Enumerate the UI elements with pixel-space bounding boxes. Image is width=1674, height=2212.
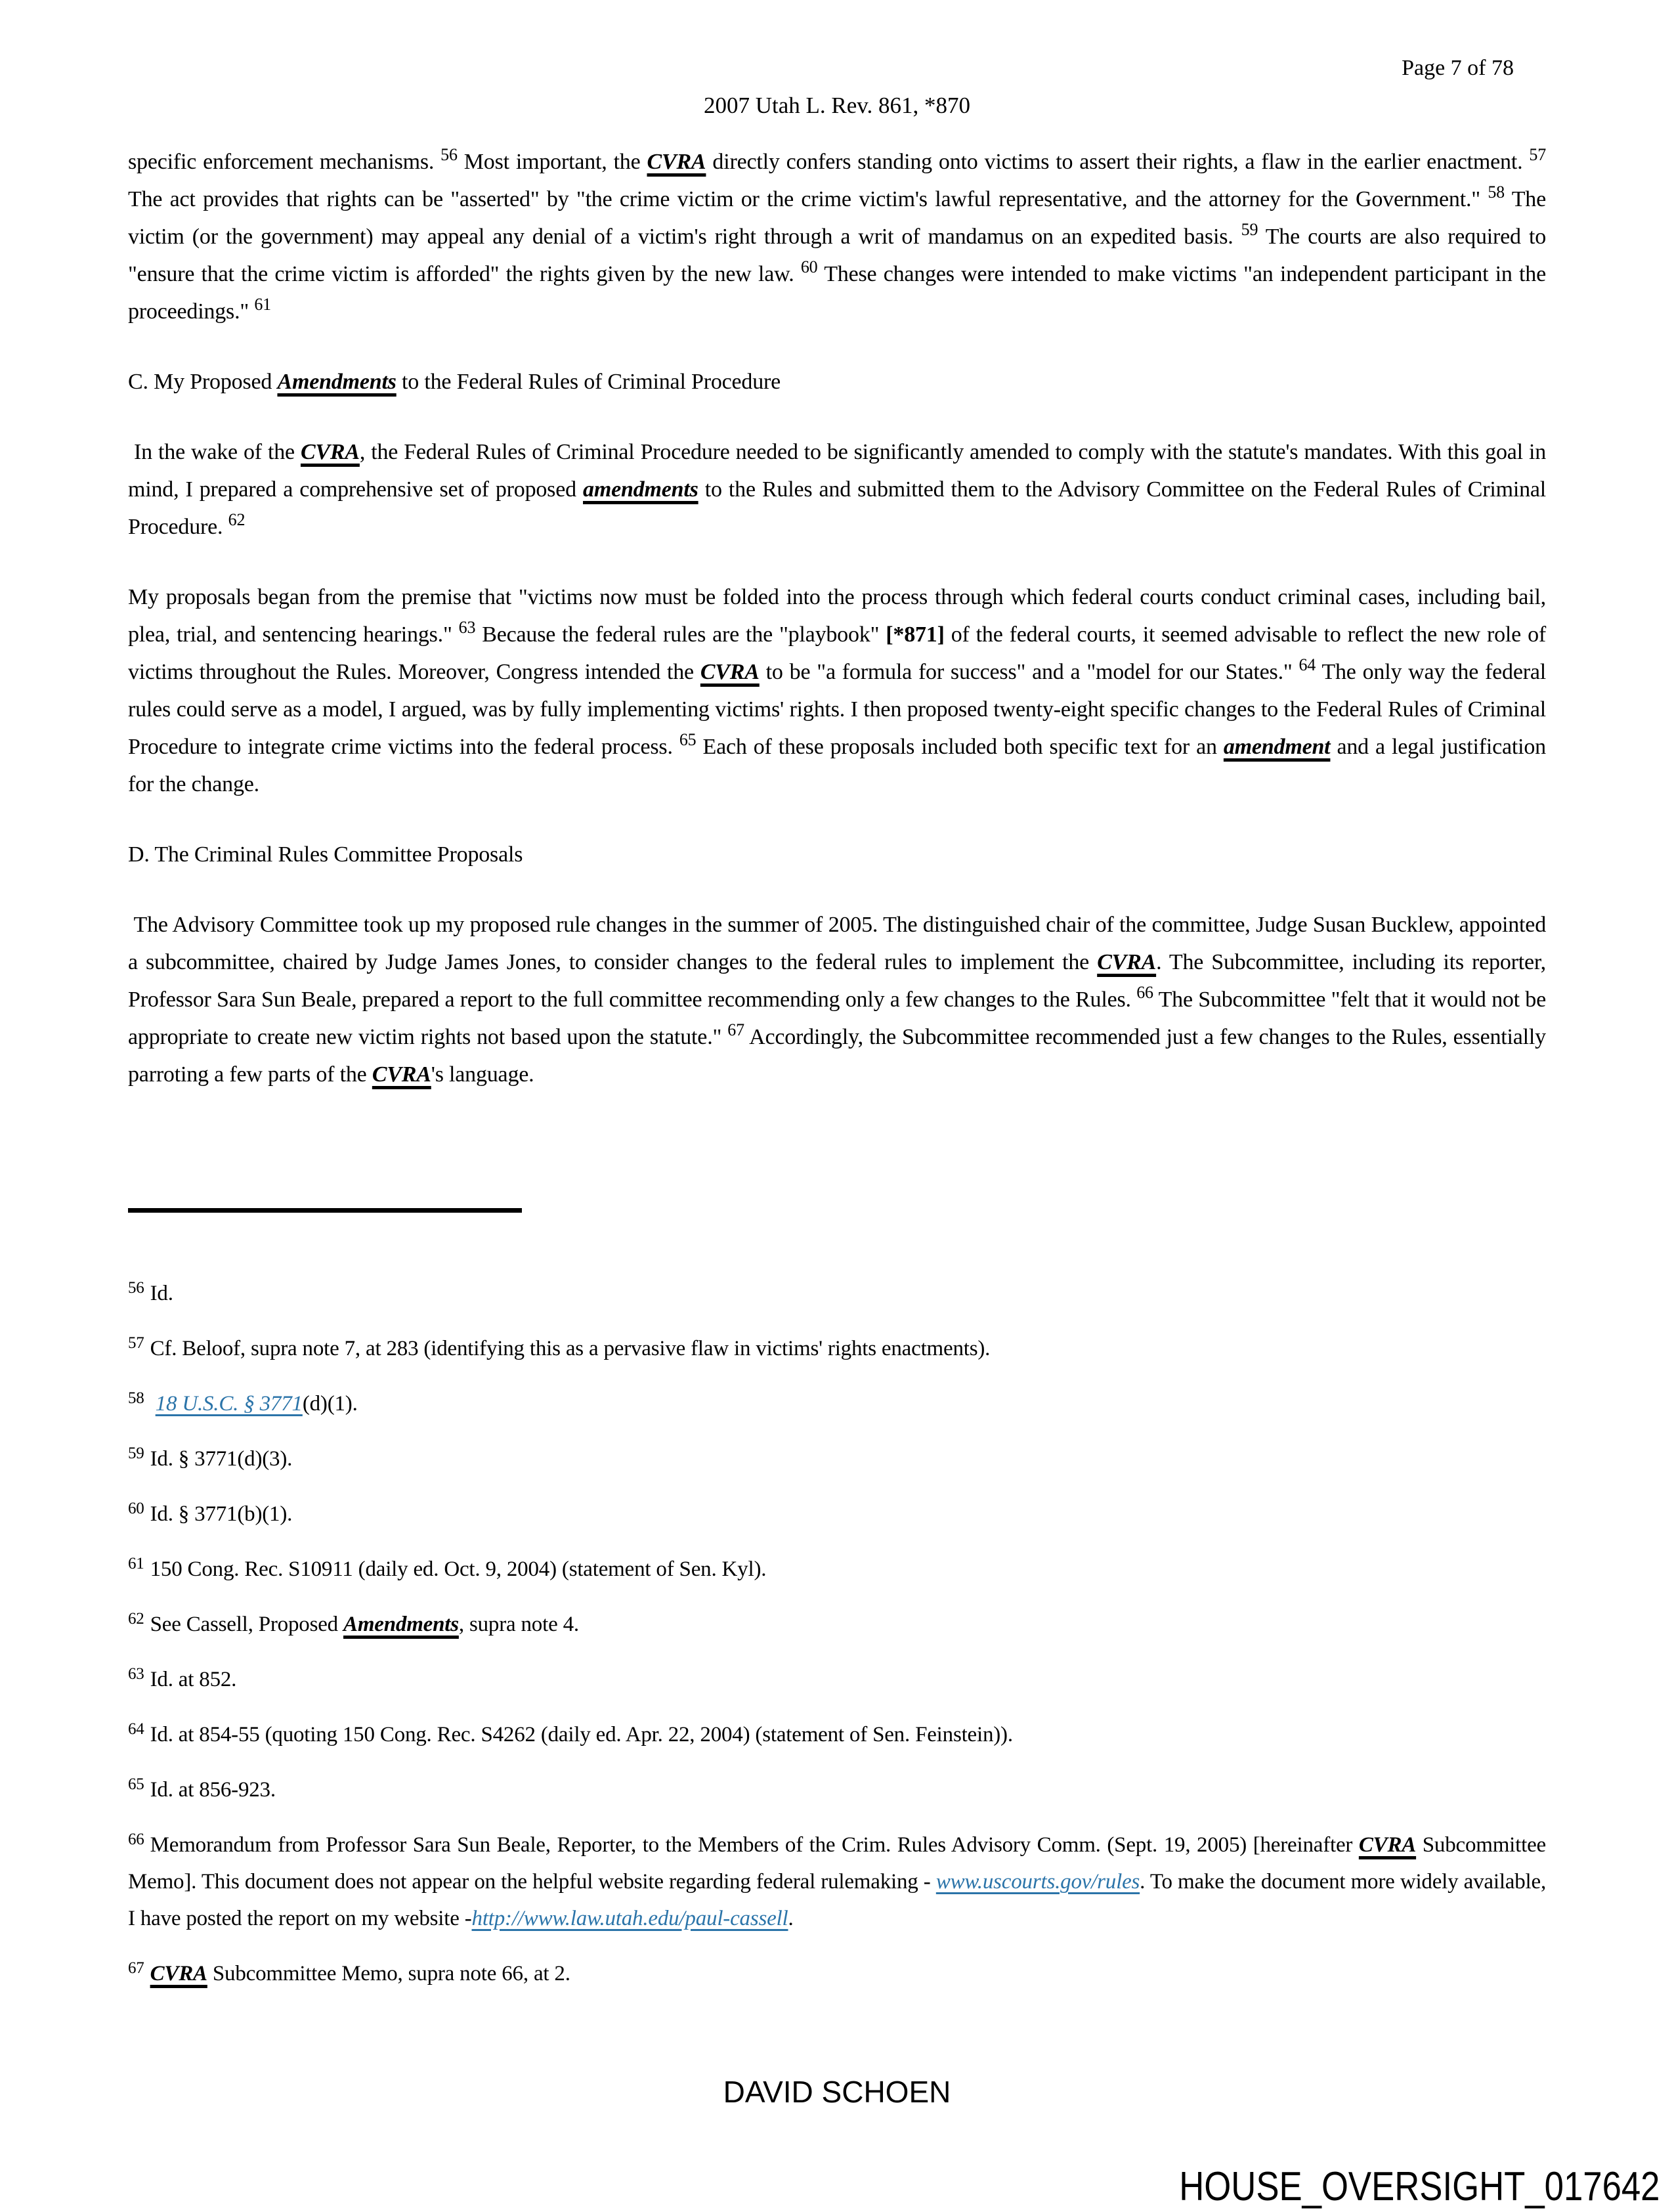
footnote-ref: 62 bbox=[228, 510, 246, 529]
footnote-number: 58 bbox=[128, 1389, 144, 1407]
hyperlink[interactable]: http://www.law.utah.edu/paul-cassell bbox=[471, 1907, 788, 1930]
text-run: directly confers standing onto victims to assert their rights, a flaw in the earlier enactment. bbox=[706, 150, 1530, 174]
body-paragraph bbox=[128, 433, 1546, 546]
text-run: Id. § 3771(b)(1). bbox=[150, 1502, 293, 1526]
footnote-ref: 58 bbox=[1488, 183, 1505, 202]
text-run: Id. § 3771(d)(3). bbox=[150, 1447, 293, 1471]
footnote-separator bbox=[128, 1208, 522, 1213]
text-run: to be "a formula for success" and a "model for our States." bbox=[759, 660, 1299, 684]
footnote-ref: 59 bbox=[1241, 220, 1258, 239]
text-run: to the Rules and submitted them to the Advisory Committee on the Federal Rules of Criminal Procedure. bbox=[128, 477, 1547, 539]
text-run: 's language. bbox=[431, 1062, 534, 1087]
footnote-number: 63 bbox=[128, 1664, 144, 1683]
footnote-65 bbox=[128, 1771, 1546, 1808]
footnote-ref: 61 bbox=[254, 295, 271, 314]
text-run: Most important, the bbox=[457, 150, 647, 174]
text-run: The Subcommittee "felt that it would not be appropriate to create new victim rights not based upon the statute." bbox=[128, 987, 1546, 1049]
footnote-number: 61 bbox=[128, 1554, 144, 1572]
footnote-number: 59 bbox=[128, 1444, 144, 1462]
text-run: . bbox=[788, 1907, 794, 1930]
footnote-62 bbox=[128, 1606, 1546, 1643]
footnote-ref: 56 bbox=[440, 145, 458, 164]
footnote-ref: 63 bbox=[458, 618, 476, 637]
document-title: 2007 Utah L. Rev. 861, *870 bbox=[703, 93, 971, 118]
footnote-66 bbox=[128, 1827, 1546, 1937]
footnote-number: 56 bbox=[128, 1278, 144, 1297]
footnote-ref: 67 bbox=[727, 1020, 744, 1039]
emphasized-term: CVRA bbox=[1097, 950, 1157, 974]
footnote-number: 57 bbox=[128, 1334, 144, 1352]
text-run: specific enforcement mechanisms. bbox=[128, 150, 441, 174]
text-run: (d)(1). bbox=[302, 1392, 358, 1416]
emphasized-term: Amendments bbox=[343, 1613, 459, 1636]
footnote-59 bbox=[128, 1441, 1546, 1477]
page-number-header: Page 7 of 78 bbox=[1402, 56, 1514, 80]
body-paragraph bbox=[128, 578, 1546, 803]
footnote-ref: 65 bbox=[679, 730, 697, 749]
text-run: Id. at 856-923. bbox=[150, 1778, 276, 1802]
section-heading bbox=[128, 363, 1546, 401]
footnote-number: 60 bbox=[128, 1499, 144, 1517]
footnote-58 bbox=[128, 1385, 1546, 1422]
footnote-number: 66 bbox=[128, 1830, 144, 1848]
text-run bbox=[150, 1392, 156, 1416]
emphasized-term: Amendments bbox=[277, 370, 397, 394]
text-run: Subcommittee Memo, supra note 66, at 2. bbox=[207, 1962, 570, 1985]
text-run: Cf. Beloof, supra note 7, at 283 (identifying this as a pervasive flaw in victims' rights enactments). bbox=[150, 1337, 991, 1360]
footnote-ref: 64 bbox=[1298, 655, 1316, 674]
footnote-56 bbox=[128, 1275, 1546, 1312]
emphasized-term: CVRA bbox=[700, 660, 760, 684]
watermark-name: DAVID SCHOEN bbox=[723, 2075, 951, 2109]
emphasized-term: CVRA bbox=[150, 1962, 207, 1985]
footnote-60 bbox=[128, 1496, 1546, 1532]
footnote-ref: 57 bbox=[1529, 145, 1546, 164]
text-run: My proposals began from the premise that "victims now must be folded into the process through which federal courts conduct criminal cases, including bail, plea, trial, and sentencing hearings." bbox=[128, 585, 1546, 647]
emphasized-term: CVRA bbox=[1358, 1833, 1417, 1857]
text-run: D. The Criminal Rules Committee Proposals bbox=[128, 842, 523, 867]
text-run: The Advisory Committee took up my proposed rule changes in the summer of 2005. The distinguished chair of the committee, Judge Susan Bucklew, appointed a subcommittee, chaired by Judge James Jones, to consider changes to the federal rules to implement the bbox=[128, 913, 1546, 974]
emphasized-term: CVRA bbox=[372, 1062, 431, 1087]
text-run: . The Subcommittee, including its reporter, Professor Sara Sun Beale, prepared a report to the full committee recommending only a few changes to the Rules. bbox=[128, 950, 1546, 1012]
hyperlink[interactable]: www.uscourts.gov/rules bbox=[935, 1870, 1140, 1894]
text-run: In the wake of the bbox=[128, 440, 301, 464]
page-break-marker: [*871] bbox=[886, 622, 945, 647]
footnote-ref: 60 bbox=[800, 257, 818, 276]
document-body bbox=[128, 143, 1546, 2010]
text-run: Because the federal rules are the "playbook" bbox=[475, 622, 886, 647]
footnote-63 bbox=[128, 1661, 1546, 1698]
text-run: Subcommittee Memo]. This document does not appear on the helpful website regarding federal rulemaking - bbox=[128, 1833, 1546, 1894]
footnote-number: 64 bbox=[128, 1720, 144, 1738]
text-run: The victim (or the government) may appeal any denial of a victim's right through a writ of mandamus on an expedited basis. bbox=[128, 187, 1546, 249]
text-run: to the Federal Rules of Criminal Procedure bbox=[396, 370, 781, 394]
bates-number: HOUSE_OVERSIGHT_017642 bbox=[1178, 2164, 1660, 2209]
text-run: Id. at 852. bbox=[150, 1668, 237, 1691]
emphasized-term: amendments bbox=[583, 477, 698, 502]
text-run: and a legal justification for the change. bbox=[128, 735, 1546, 796]
text-run: The act provides that rights can be "asserted" by "the crime victim or the crime victim's lawful representative, and the attorney for the Government." bbox=[128, 187, 1488, 211]
footnote-number: 62 bbox=[128, 1609, 144, 1628]
hyperlink[interactable]: 18 U.S.C. § 3771 bbox=[155, 1392, 303, 1416]
text-run: See Cassell, Proposed bbox=[150, 1613, 344, 1636]
footnote-64 bbox=[128, 1716, 1546, 1753]
emphasized-term: amendment bbox=[1223, 735, 1331, 759]
body-paragraph bbox=[128, 143, 1546, 330]
text-run: , the Federal Rules of Criminal Procedure needed to be significantly amended to comply with the statute's mandates. With this goal in mind, I prepared a comprehensive set of proposed bbox=[128, 440, 1546, 502]
text-run: of the federal courts, it seemed advisable to reflect the new role of victims throughout the Rules. Moreover, Congress intended the bbox=[128, 622, 1546, 684]
footnote-ref: 66 bbox=[1136, 983, 1153, 1002]
emphasized-term: CVRA bbox=[300, 440, 360, 464]
footnote-57 bbox=[128, 1330, 1546, 1367]
footnote-number: 65 bbox=[128, 1775, 144, 1793]
text-run: The only way the federal rules could serve as a model, I argued, was by fully implementing victims' rights. I then proposed twenty-eight specific changes to the Federal Rules of Criminal Procedure to integrate crime victims into the federal process. bbox=[128, 660, 1546, 759]
text-run: These changes were intended to make victims "an independent participant in the proceedings." bbox=[128, 262, 1546, 324]
text-run: C. My Proposed bbox=[128, 370, 278, 394]
text-run: Each of these proposals included both specific text for an bbox=[696, 735, 1224, 759]
footnote-67 bbox=[128, 1955, 1546, 1992]
text-run: Memorandum from Professor Sara Sun Beale, Reporter, to the Members of the Crim. Rules Advisory Comm. (Sept. 19, 2005) [hereinafter bbox=[150, 1833, 1359, 1857]
text-run: The courts are also required to "ensure that the crime victim is afforded" the rights given by the new law. bbox=[128, 225, 1546, 286]
footnote-61 bbox=[128, 1551, 1546, 1588]
text-run: Accordingly, the Subcommittee recommended just a few changes to the Rules, essentially parroting a few parts of the bbox=[128, 1025, 1546, 1087]
text-run: 150 Cong. Rec. S10911 (daily ed. Oct. 9, 2004) (statement of Sen. Kyl). bbox=[150, 1557, 767, 1581]
footnote-number: 67 bbox=[128, 1959, 144, 1977]
text-run: , supra note 4. bbox=[458, 1613, 579, 1636]
text-run: Id. at 854-55 (quoting 150 Cong. Rec. S4262 (daily ed. Apr. 22, 2004) (statement of Sen. Feinstein)). bbox=[150, 1723, 1013, 1746]
text-run: Id. bbox=[150, 1282, 173, 1305]
body-paragraph bbox=[128, 906, 1546, 1093]
emphasized-term: CVRA bbox=[647, 150, 706, 174]
section-heading bbox=[128, 836, 1546, 873]
text-run: . To make the document more widely available, I have posted the report on my website - bbox=[128, 1870, 1546, 1930]
